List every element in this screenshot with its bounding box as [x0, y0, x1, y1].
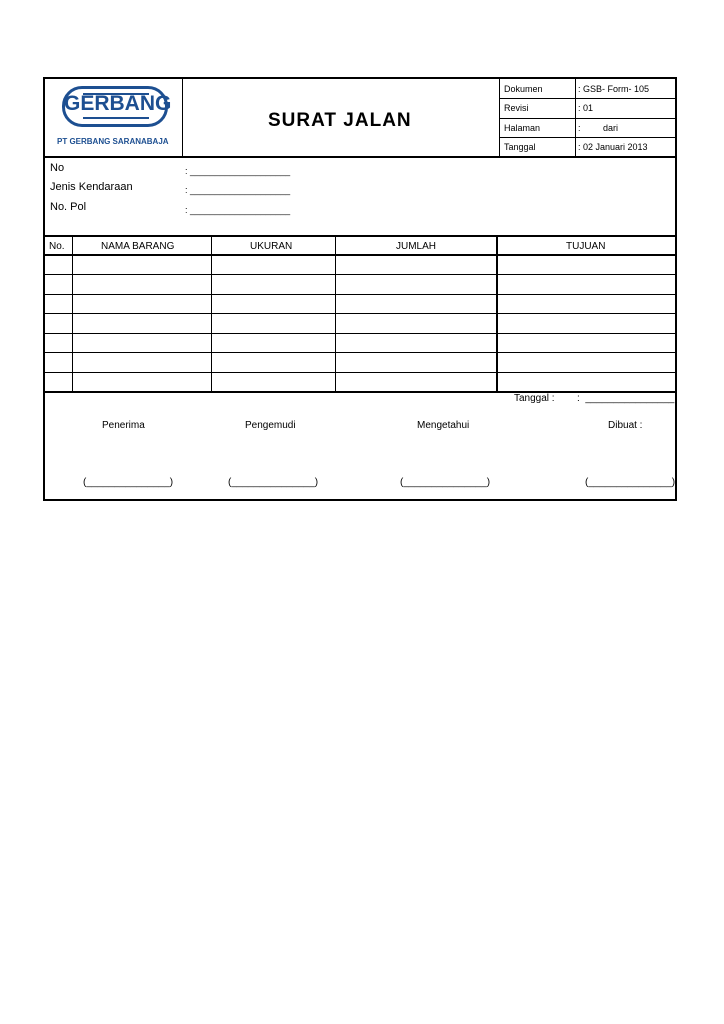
- signature-line-penerima[interactable]: (_______________): [83, 477, 174, 488]
- logo-stripe-bottom: [83, 117, 149, 119]
- col-header-tujuan: TUJUAN: [566, 241, 606, 252]
- meta-label-halaman: Halaman: [504, 123, 541, 133]
- signature-line-dibuat[interactable]: (_______________): [585, 477, 676, 488]
- field-label-jenis-kendaraan: Jenis Kendaraan: [50, 181, 133, 193]
- meta-label-revisi: Revisi: [504, 103, 529, 113]
- signature-role-penerima: Penerima: [102, 420, 145, 431]
- signature-role-mengetahui: Mengetahui: [417, 420, 470, 431]
- field-line-jenis-kendaraan[interactable]: : ____________________: [185, 185, 291, 195]
- col-header-ukuran: UKURAN: [250, 241, 293, 252]
- footer-date-line[interactable]: : ________________: [577, 393, 675, 404]
- table-row: [45, 372, 675, 373]
- meta-label-tanggal: Tanggal: [504, 142, 536, 152]
- meta-value-tanggal: : 02 Januari 2013: [578, 142, 648, 152]
- header-bottom-border: [45, 156, 675, 158]
- field-label-no: No: [50, 162, 65, 174]
- header-divider-left: [182, 79, 183, 157]
- col-header-no: No.: [49, 241, 65, 252]
- meta-value-halaman: : dari: [578, 123, 619, 133]
- page-title: SURAT JALAN: [268, 110, 412, 131]
- field-line-no-pol[interactable]: : ____________________: [185, 205, 291, 215]
- logo-brand-text: GERBANG: [64, 92, 172, 115]
- table-row: [45, 333, 675, 334]
- field-line-no[interactable]: : ____________________: [185, 166, 291, 176]
- table-row: [45, 274, 675, 275]
- signature-line-pengemudi[interactable]: (_______________): [228, 477, 319, 488]
- signature-role-dibuat: Dibuat :: [608, 420, 643, 431]
- col-header-nama-barang: NAMA BARANG: [101, 241, 175, 252]
- col-header-jumlah: JUMLAH: [396, 241, 437, 252]
- table-row: [45, 313, 675, 314]
- logo: [45, 79, 185, 157]
- signature-line-mengetahui[interactable]: (_______________): [400, 477, 491, 488]
- table-row: [45, 352, 675, 353]
- delivery-note-form: [43, 77, 677, 501]
- meta-value-revisi: : 01: [578, 103, 594, 113]
- table-row: [45, 294, 675, 295]
- field-label-no-pol: No. Pol: [50, 201, 87, 213]
- company-name: PT GERBANG SARANABAJA: [57, 137, 169, 146]
- meta-label-dokumen: Dokumen: [504, 84, 543, 94]
- meta-row-line: [499, 118, 675, 119]
- table-header-line: [45, 254, 675, 256]
- items-table: [45, 236, 675, 391]
- meta-row-line: [499, 98, 675, 99]
- meta-value-dokumen: : GSB- Form- 105: [578, 84, 650, 94]
- meta-row-line: [499, 137, 675, 138]
- footer-date-label: Tanggal :: [514, 393, 555, 404]
- signature-role-pengemudi: Pengemudi: [245, 420, 296, 431]
